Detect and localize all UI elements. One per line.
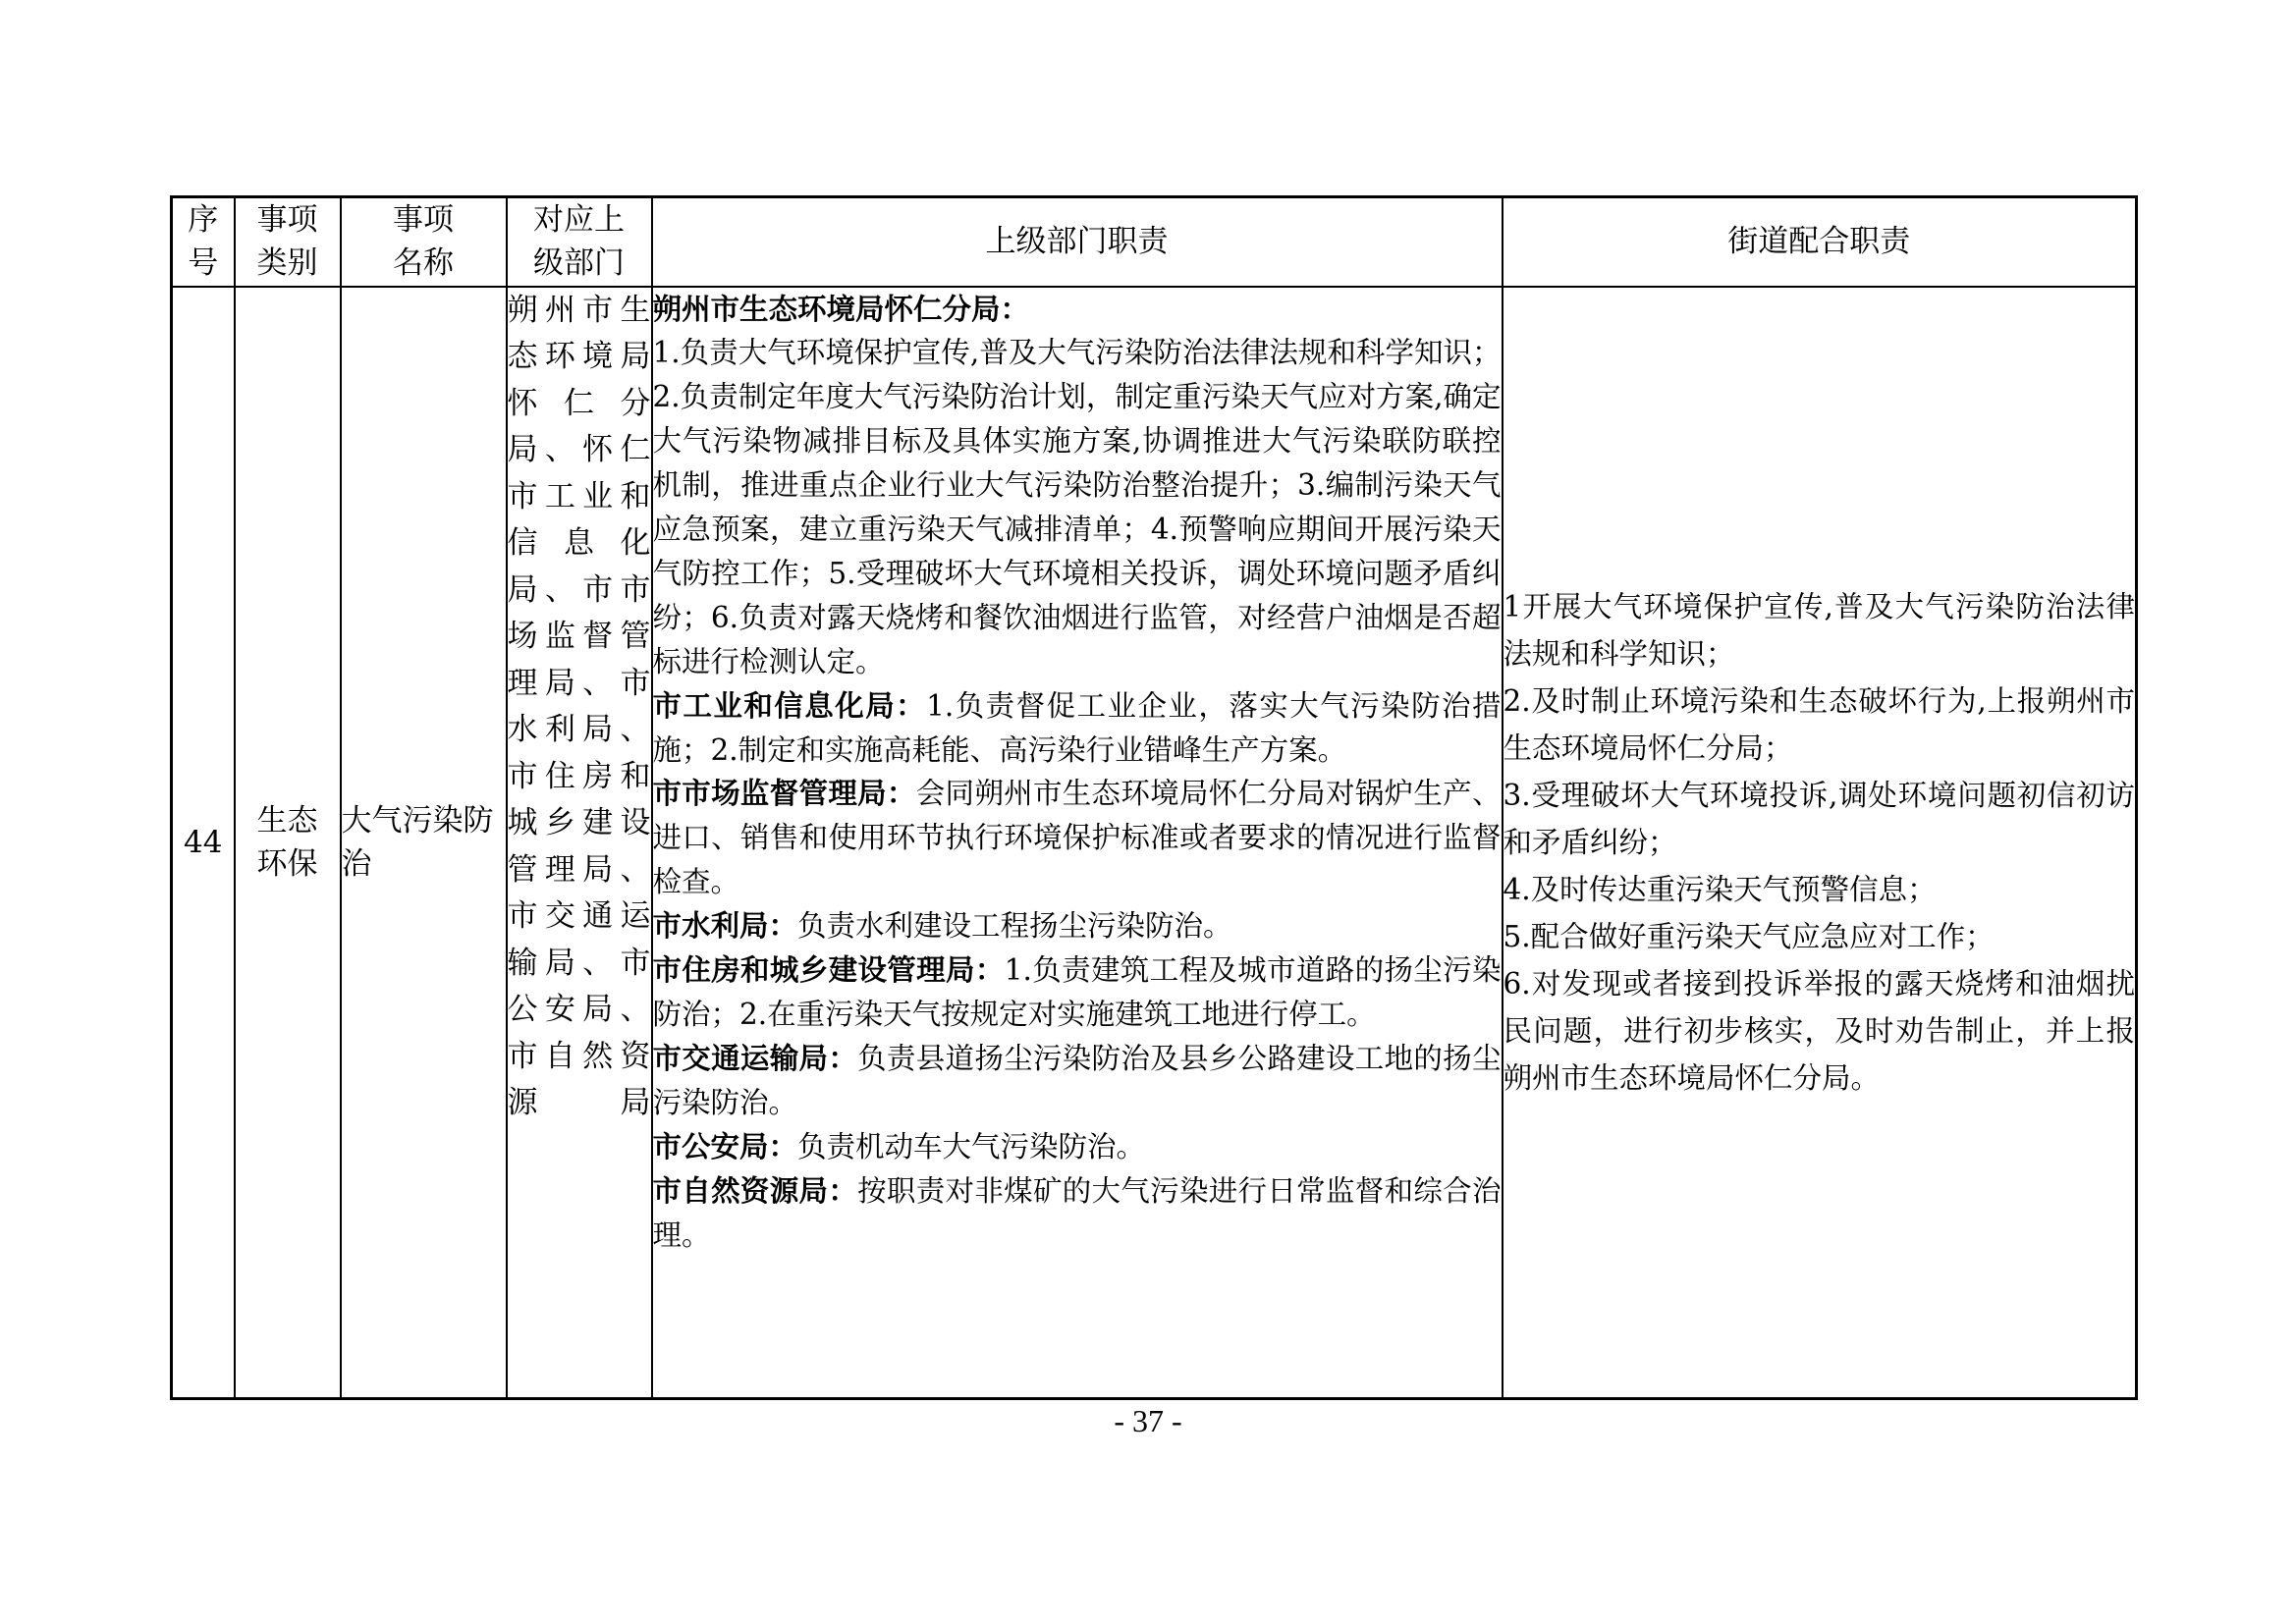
row-seq: 44 [172, 287, 235, 1399]
upper-duty-text: 会同朔州市生态环境局怀仁分局对锅炉生产、进口、销售和使用环节执行环境保护标准或者要求的情况进行监督检查。 [652, 777, 1502, 899]
row-category: 生态环保 [235, 287, 341, 1399]
row-upper-duty [652, 287, 1503, 1399]
upper-duty-text: 1.负责督促工业企业，落实大气污染防治措施；2.制定和实施高耗能、高污染行业错峰生产方案。 [652, 688, 1502, 767]
upper-duty-paragraph [653, 331, 1502, 683]
upper-duty-text: 负责县道扬尘污染防治及县乡公路建设工地的扬尘污染防治。 [652, 1041, 1502, 1119]
header-street-duty: 街道配合职责 [1503, 197, 2137, 287]
upper-duty-paragraph [653, 1125, 1502, 1169]
row-street-duty [1503, 287, 2137, 1399]
header-seq: 序号 [172, 197, 235, 287]
upper-duty-dept-label: 市市场监督管理局： [652, 776, 916, 811]
upper-duty-paragraph [653, 288, 1502, 332]
duty-table [170, 195, 2138, 1400]
street-duty-item: 4.及时传达重污染天气预警信息； [1503, 872, 1937, 906]
upper-duty-dept-label: 市自然资源局： [652, 1172, 858, 1208]
upper-duty-text: 1.负责建筑工程及城市道路的扬尘污染防治；2.在重污染天气按规定对实施建筑工地进行停工。 [652, 953, 1502, 1031]
row-item-name: 大气污染防治 [341, 287, 507, 1399]
row-upper-dept: 朔州市生态环境局怀仁分局、怀仁市工业和信息化局、市市场监督管理局、市水利局、市住房和城乡建设管理局、市交通运输局、市公安局、市自然资源局 [507, 287, 652, 1399]
upper-duty-paragraph [653, 772, 1502, 904]
upper-duty-dept-label: 市工业和信息化局： [652, 687, 927, 723]
table-row [172, 287, 2137, 1399]
upper-duty-text: 负责机动车大气污染防治。 [797, 1129, 1146, 1163]
upper-duty-dept-label: 朔州市生态环境局怀仁分局： [652, 291, 1030, 326]
upper-duty-dept-label: 市公安局： [652, 1128, 798, 1163]
upper-duty-text: 1.负责大气环境保护宣传,普及大气污染防治法律法规和科学知识；2.负责制定年度大气污染防治计划，制定重污染天气应对方案,确定大气污染物减排目标及具体实施方案,协调推进大气污染联防联控机制，推进重点企业行业大气污染防治整治提升；3.编制污染天气应急预案，建立重污染天气减排清单；4.预警响应期间开展污染天气防控工作；5.受理破坏大气环境相关投诉，调处环境问题矛盾纠纷；6.负责对露天烧烤和餐饮油烟进行监管，对经营户油烟是否超标进行检测认定。 [652, 336, 1502, 678]
street-duty-item: 1开展大气环境保护宣传,普及大气污染防治法律法规和科学知识； [1503, 589, 2135, 671]
upper-duty-paragraph [653, 904, 1502, 948]
upper-duty-text: 负责水利建设工程扬尘污染防治。 [797, 909, 1232, 944]
street-duty-item: 3.受理破坏大气环境投诉,调处环境问题初信初访和矛盾纠纷； [1503, 778, 2135, 859]
table-header-row [172, 197, 2137, 287]
upper-duty-paragraph [653, 948, 1502, 1037]
upper-duty-paragraph [653, 1169, 1502, 1258]
header-upper-dept: 对应上级部门 [507, 197, 652, 287]
upper-duty-text: 按职责对非煤矿的大气污染进行日常监督和综合治理。 [652, 1173, 1502, 1252]
upper-duty-dept-label: 市住房和城乡建设管理局： [652, 952, 1005, 988]
upper-duty-dept-label: 市交通运输局： [652, 1040, 858, 1075]
street-duty-item: 2.及时制止环境污染和生态破坏行为,上报朔州市生态环境局怀仁分局； [1503, 683, 2135, 765]
header-upper-duty: 上级部门职责 [652, 197, 1503, 287]
upper-duty-dept-label: 市水利局： [652, 908, 798, 944]
street-duty-item: 5.配合做好重污染天气应急应对工作； [1503, 919, 1995, 953]
header-category: 事项类别 [235, 197, 341, 287]
page-number: - 37 - [1114, 1403, 1182, 1438]
street-duty-item: 6.对发现或者接到投诉举报的露天烧烤和油烟扰民问题，进行初步核实，及时劝告制止，并上报朔州市生态环境局怀仁分局。 [1503, 966, 2135, 1095]
header-item-name: 事项名称 [341, 197, 507, 287]
upper-duty-paragraph [653, 684, 1502, 773]
upper-duty-paragraph [653, 1037, 1502, 1125]
